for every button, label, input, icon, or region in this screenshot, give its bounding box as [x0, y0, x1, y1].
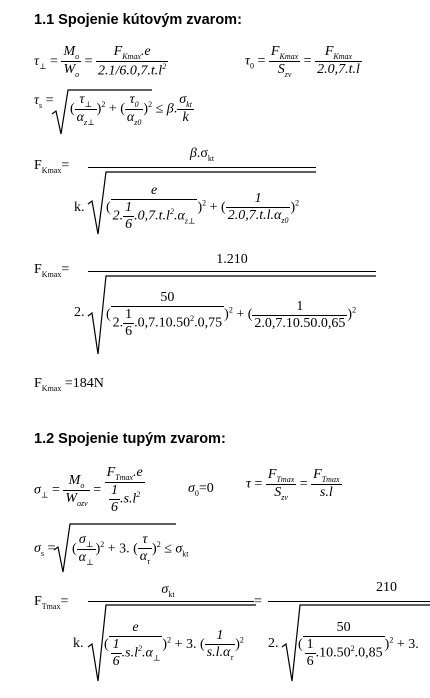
eq-ftmax-num: $\sigma_{kt}$	[161, 582, 175, 599]
eq-tau-perp: $\tau_\perp$ = $\frac{M_o}{W_o}$ = $\frac{F_{Kmax}.e}{2.1/6.0,7.t.l^2}$	[34, 44, 167, 80]
eq-sigma-s-terms: ( $\frac{\sigma_\perp}{\alpha_\perp}$ )$^2$ + 3. ( $\frac{\tau}{\alpha_\tau}$ )$^2 \le \sigma_{kt}$	[72, 532, 189, 567]
fraction-bar-ftmax	[88, 601, 254, 602]
section-heading-fillet: 1.1 Spojenie kútovým zvarom:	[34, 12, 242, 28]
eq-fkmax-numeric-lhs: $F_{Kmax}=$	[34, 262, 70, 279]
eq-ftmax-terms: ( e $\frac{1}{6}$ $.s.l^2.\alpha_\perp$ )$^2$ + 3. ( $\frac{1}{s.l.\alpha_\tau}$ )$^2$	[104, 620, 244, 669]
eq-ftmax-equals: =	[254, 594, 262, 609]
fraction-bar-fkmax-general	[88, 167, 316, 168]
eq-ftmax-numeric-num: 210	[376, 580, 397, 595]
eq-fkmax-general-num: $\beta.\sigma_{kt}$	[189, 146, 215, 163]
eq-ftmax-k: k.	[73, 636, 84, 651]
eq-tau-butt: τ = $\frac{F_{Tmax}}{S_{zv}}$ = $\frac{F_{Tmax}}{s.l}$	[246, 467, 340, 502]
eq-tau-s: $\tau_s$ =	[34, 93, 54, 110]
section-heading-butt: 1.2 Spojenie tupým zvarom:	[34, 431, 226, 447]
eq-fkmax-numeric-terms: ( 50 2. $\frac{1}{6}$ .0,7.10.50$^2$.0,75 )$^2$ + ( $\frac{1}{2.0,7.10.50.0,65}$ )$^2$	[106, 290, 357, 339]
fraction-bar-ftmax-numeric	[268, 601, 430, 602]
eq-ftmax-numeric-k: 2.	[268, 636, 279, 651]
eq-sigma-s: $\sigma_s$ =	[34, 541, 56, 558]
eq-fkmax-numeric-num: 1.210	[216, 252, 248, 267]
eq-ftmax-numeric-terms: ( 50 $\frac{1}{6}$ .10.50$^2$.0,85 )$^2$ + 3.	[298, 620, 419, 669]
fraction-bar-fkmax-numeric	[88, 271, 376, 272]
eq-fkmax-general-lhs: $F_{Kmax}=$	[34, 158, 70, 175]
result-fkmax: $F_{Kmax} =184N$	[34, 376, 104, 393]
eq-ftmax-lhs: $F_{Tmax}=$	[34, 594, 69, 611]
eq-sigma-perp: $\sigma_\perp$ = $\frac{M_o}{W_{ozv}}$ = $F_{Tmax}.e$ $\frac{1}{6}$ $.s.l^2$	[34, 465, 143, 515]
eq-fkmax-general-k: k.	[74, 200, 85, 215]
eq-sigma-zero: $\sigma_0=0$	[188, 481, 214, 498]
eq-fkmax-numeric-k: 2.	[74, 305, 85, 320]
eq-fkmax-general-terms: ( e 2. $\frac{1}{6}$ $.0,7.t.l^2.\alpha_{z\perp}$ )$^2$ + ( $\frac{1}{2.0,7.t.l.\alpha_{z0}}$ )$^2$	[106, 183, 300, 232]
eq-tau-zero: $\tau_0$ = $\frac{F_{Kmax}}{S_{zv}}$ = $\frac{F_{Kmax}}{2.0,7.t.l}$	[245, 44, 360, 79]
eq-tau-s-terms: ( $\frac{\tau_\perp}{\alpha_{z\perp}}$ )$^2$ + ( $\frac{\tau_0}{\alpha_{z0}}$ )$^2$ ≤ β. $\frac{\sigma_{kt}}{k}$	[70, 92, 192, 127]
